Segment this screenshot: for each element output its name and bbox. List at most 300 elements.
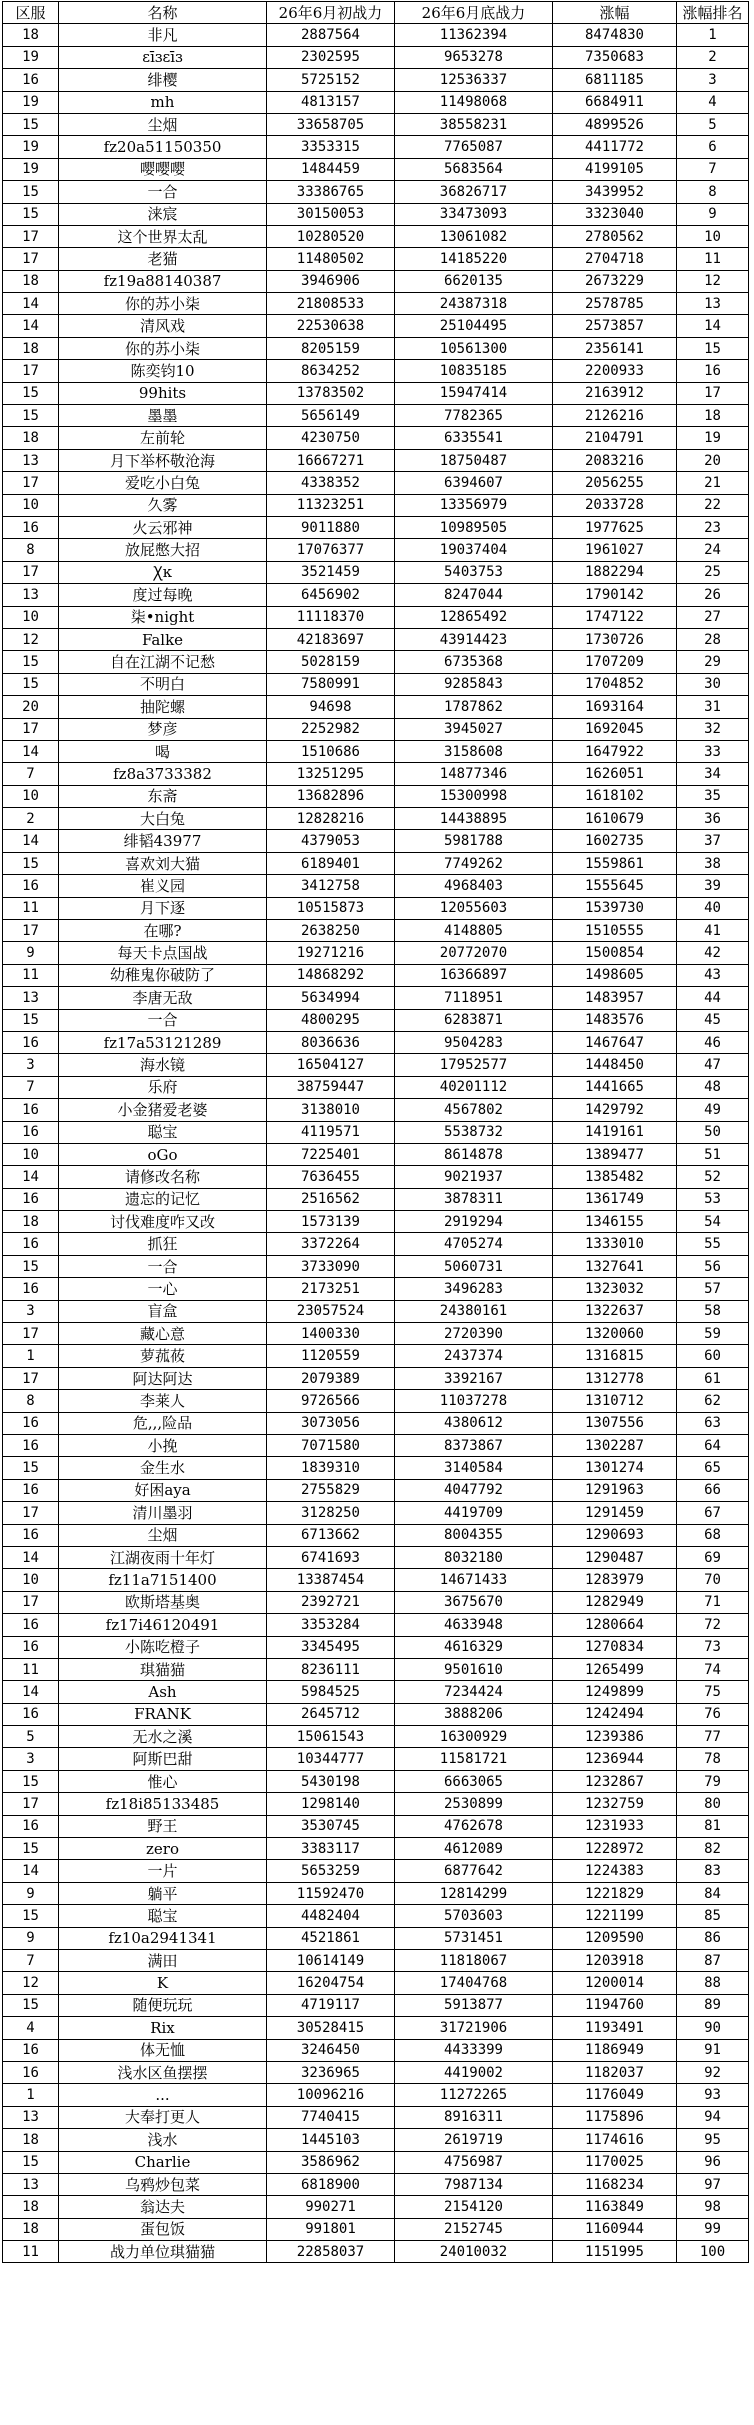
cell-gain-rank: 17: [677, 382, 749, 404]
cell-server: 2: [3, 808, 59, 830]
cell-gain-rank: 65: [677, 1457, 749, 1479]
cell-gain: 1323032: [553, 1278, 677, 1300]
cell-name: 一合: [59, 1009, 267, 1031]
cell-gain: 1618102: [553, 785, 677, 807]
cell-gain-rank: 21: [677, 472, 749, 494]
cell-start-power: 9011880: [267, 516, 395, 538]
cell-start-power: 23057524: [267, 1300, 395, 1322]
cell-gain-rank: 36: [677, 808, 749, 830]
cell-gain: 1559861: [553, 852, 677, 874]
cell-gain-rank: 94: [677, 2106, 749, 2128]
cell-gain: 4199105: [553, 158, 677, 180]
cell-end-power: 2152745: [395, 2218, 553, 2240]
table-row: [3, 270, 749, 292]
cell-start-power: 3353284: [267, 1614, 395, 1636]
table-row: [3, 1076, 749, 1098]
table-row: [3, 1323, 749, 1345]
cell-gain: 4411772: [553, 136, 677, 158]
cell-start-power: 3353315: [267, 136, 395, 158]
cell-end-power: 9021937: [395, 1166, 553, 1188]
cell-end-power: 5703603: [395, 1905, 553, 1927]
cell-end-power: 5060731: [395, 1255, 553, 1277]
cell-end-power: 13356979: [395, 494, 553, 516]
cell-gain-rank: 96: [677, 2151, 749, 2173]
cell-gain-rank: 29: [677, 651, 749, 673]
cell-server: 12: [3, 1972, 59, 1994]
cell-server: 15: [3, 203, 59, 225]
cell-end-power: 4433399: [395, 2039, 553, 2061]
table-row: [3, 315, 749, 337]
cell-gain: 1704852: [553, 673, 677, 695]
cell-end-power: 4419709: [395, 1502, 553, 1524]
cell-gain-rank: 45: [677, 1009, 749, 1031]
cell-server: 17: [3, 1793, 59, 1815]
cell-name: 李唐无敌: [59, 987, 267, 1009]
cell-gain: 1707209: [553, 651, 677, 673]
table-row: [3, 763, 749, 785]
cell-server: 17: [3, 248, 59, 270]
cell-gain: 2578785: [553, 293, 677, 315]
cell-server: 16: [3, 2061, 59, 2083]
cell-start-power: 12828216: [267, 808, 395, 830]
cell-name: 好困aya: [59, 1479, 267, 1501]
cell-start-power: 10096216: [267, 2084, 395, 2106]
cell-end-power: 7987134: [395, 2173, 553, 2195]
cell-gain: 1291459: [553, 1502, 677, 1524]
table-row: [3, 651, 749, 673]
cell-end-power: 5981788: [395, 830, 553, 852]
cell-end-power: 5913877: [395, 1994, 553, 2016]
cell-gain: 1168234: [553, 2173, 677, 2195]
cell-name: ɛīɜɛīɜ: [59, 46, 267, 68]
cell-gain: 7350683: [553, 46, 677, 68]
cell-end-power: 3888206: [395, 1703, 553, 1725]
cell-gain-rank: 81: [677, 1815, 749, 1837]
cell-gain-rank: 89: [677, 1994, 749, 2016]
cell-gain: 1419161: [553, 1121, 677, 1143]
cell-end-power: 36826717: [395, 181, 553, 203]
cell-start-power: 3345495: [267, 1636, 395, 1658]
table-row: [3, 1569, 749, 1591]
cell-gain: 1170025: [553, 2151, 677, 2173]
cell-server: 3: [3, 1748, 59, 1770]
cell-server: 10: [3, 785, 59, 807]
cell-gain: 1221829: [553, 1882, 677, 1904]
table-row: [3, 1233, 749, 1255]
cell-gain-rank: 97: [677, 2173, 749, 2195]
cell-gain: 1163849: [553, 2196, 677, 2218]
cell-name: 战力单位琪猫猫: [59, 2241, 267, 2263]
cell-server: 10: [3, 606, 59, 628]
cell-gain: 1209590: [553, 1927, 677, 1949]
cell-name: oGo: [59, 1143, 267, 1165]
cell-gain-rank: 77: [677, 1726, 749, 1748]
cell-end-power: 6663065: [395, 1770, 553, 1792]
cell-gain: 1186949: [553, 2039, 677, 2061]
cell-gain-rank: 42: [677, 942, 749, 964]
cell-name: 抓狂: [59, 1233, 267, 1255]
cell-gain-rank: 33: [677, 740, 749, 762]
cell-start-power: 6189401: [267, 852, 395, 874]
cell-end-power: 7749262: [395, 852, 553, 874]
cell-name: 小挽: [59, 1435, 267, 1457]
cell-gain-rank: 5: [677, 113, 749, 135]
table-row: [3, 2218, 749, 2240]
cell-name: 绯樱: [59, 69, 267, 91]
cell-server: 5: [3, 1726, 59, 1748]
cell-gain: 1265499: [553, 1658, 677, 1680]
cell-gain: 1174616: [553, 2129, 677, 2151]
cell-name: fz11a7151400: [59, 1569, 267, 1591]
cell-name: 火云邪神: [59, 516, 267, 538]
cell-server: 15: [3, 673, 59, 695]
cell-gain: 1224383: [553, 1860, 677, 1882]
cell-server: 17: [3, 1502, 59, 1524]
cell-name: 乌鸦炒包菜: [59, 2173, 267, 2195]
cell-gain-rank: 78: [677, 1748, 749, 1770]
cell-end-power: 8373867: [395, 1435, 553, 1457]
cell-gain: 1290693: [553, 1524, 677, 1546]
cell-name: 无水之溪: [59, 1726, 267, 1748]
table-row: [3, 1681, 749, 1703]
cell-server: 8: [3, 539, 59, 561]
cell-gain: 1175896: [553, 2106, 677, 2128]
cell-start-power: 3372264: [267, 1233, 395, 1255]
cell-gain-rank: 30: [677, 673, 749, 695]
cell-gain-rank: 38: [677, 852, 749, 874]
cell-start-power: 14868292: [267, 964, 395, 986]
cell-name: mh: [59, 91, 267, 113]
cell-gain: 1448450: [553, 1054, 677, 1076]
cell-gain-rank: 63: [677, 1412, 749, 1434]
table-row: [3, 1166, 749, 1188]
cell-gain: 1176049: [553, 2084, 677, 2106]
cell-end-power: 20772070: [395, 942, 553, 964]
cell-gain-rank: 90: [677, 2017, 749, 2039]
table-body: [3, 24, 749, 2263]
cell-start-power: 5653259: [267, 1860, 395, 1882]
cell-end-power: 5403753: [395, 561, 553, 583]
cell-end-power: 5731451: [395, 1927, 553, 1949]
cell-name: 满田: [59, 1949, 267, 1971]
cell-start-power: 2173251: [267, 1278, 395, 1300]
cell-gain-rank: 87: [677, 1949, 749, 1971]
cell-name: 聪宝: [59, 1121, 267, 1143]
cell-gain: 1239386: [553, 1726, 677, 1748]
cell-gain: 1316815: [553, 1345, 677, 1367]
cell-end-power: 12814299: [395, 1882, 553, 1904]
cell-gain: 1441665: [553, 1076, 677, 1098]
cell-name: 绯韬43977: [59, 830, 267, 852]
cell-start-power: 13387454: [267, 1569, 395, 1591]
cell-name: 李莱人: [59, 1390, 267, 1412]
cell-name: 陈奕钧10: [59, 360, 267, 382]
cell-gain-rank: 15: [677, 337, 749, 359]
cell-name: 涞宸: [59, 203, 267, 225]
cell-start-power: 1484459: [267, 158, 395, 180]
cell-server: 12: [3, 628, 59, 650]
cell-start-power: 2645712: [267, 1703, 395, 1725]
cell-server: 14: [3, 293, 59, 315]
table-row: [3, 91, 749, 113]
cell-server: 14: [3, 1681, 59, 1703]
table-row: [3, 382, 749, 404]
cell-gain-rank: 74: [677, 1658, 749, 1680]
cell-name: 欧斯塔基奥: [59, 1591, 267, 1613]
cell-start-power: 22530638: [267, 315, 395, 337]
cell-server: 13: [3, 2173, 59, 2195]
cell-end-power: 15947414: [395, 382, 553, 404]
cell-start-power: 7071580: [267, 1435, 395, 1457]
table-row: [3, 337, 749, 359]
cell-gain-rank: 48: [677, 1076, 749, 1098]
table-row: [3, 225, 749, 247]
cell-server: 16: [3, 1121, 59, 1143]
cell-start-power: 11323251: [267, 494, 395, 516]
cell-server: 9: [3, 942, 59, 964]
cell-start-power: 4119571: [267, 1121, 395, 1143]
table-row: [3, 696, 749, 718]
cell-server: 20: [3, 696, 59, 718]
cell-end-power: 10835185: [395, 360, 553, 382]
cell-name: Ash: [59, 1681, 267, 1703]
cell-server: 14: [3, 1166, 59, 1188]
table-row: [3, 539, 749, 561]
cell-end-power: 2437374: [395, 1345, 553, 1367]
cell-gain-rank: 25: [677, 561, 749, 583]
cell-end-power: 24010032: [395, 2241, 553, 2263]
cell-gain-rank: 54: [677, 1211, 749, 1233]
cell-end-power: 4762678: [395, 1815, 553, 1837]
cell-server: 15: [3, 651, 59, 673]
cell-gain-rank: 51: [677, 1143, 749, 1165]
cell-gain-rank: 83: [677, 1860, 749, 1882]
cell-gain: 1333010: [553, 1233, 677, 1255]
cell-start-power: 16667271: [267, 449, 395, 471]
cell-name: fz19a88140387: [59, 270, 267, 292]
cell-name: 清风戏: [59, 315, 267, 337]
cell-name: 野王: [59, 1815, 267, 1837]
cell-end-power: 2919294: [395, 1211, 553, 1233]
table-row: [3, 964, 749, 986]
cell-name: 浅水区鱼摆摆: [59, 2061, 267, 2083]
table-row: [3, 2106, 749, 2128]
cell-gain: 1203918: [553, 1949, 677, 1971]
cell-gain: 1182037: [553, 2061, 677, 2083]
cell-start-power: 22858037: [267, 2241, 395, 2263]
cell-name: fz10a2941341: [59, 1927, 267, 1949]
cell-server: 7: [3, 1949, 59, 1971]
cell-name: 尘烟: [59, 1524, 267, 1546]
table-row: [3, 1726, 749, 1748]
cell-server: 16: [3, 1278, 59, 1300]
cell-name: 蛋包饭: [59, 2218, 267, 2240]
cell-start-power: 4338352: [267, 472, 395, 494]
cell-start-power: 3946906: [267, 270, 395, 292]
cell-start-power: 10515873: [267, 897, 395, 919]
cell-gain: 1882294: [553, 561, 677, 583]
table-row: [3, 1502, 749, 1524]
cell-end-power: 3878311: [395, 1188, 553, 1210]
cell-gain: 1160944: [553, 2218, 677, 2240]
header-row: [3, 2, 749, 24]
cell-gain-rank: 98: [677, 2196, 749, 2218]
table-row: [3, 113, 749, 135]
cell-gain: 1228972: [553, 1838, 677, 1860]
cell-end-power: 4705274: [395, 1233, 553, 1255]
cell-end-power: 3675670: [395, 1591, 553, 1613]
cell-server: 17: [3, 472, 59, 494]
cell-server: 15: [3, 1255, 59, 1277]
table-row: [3, 293, 749, 315]
cell-end-power: 31721906: [395, 2017, 553, 2039]
cell-start-power: 3586962: [267, 2151, 395, 2173]
cell-gain: 1320060: [553, 1323, 677, 1345]
cell-gain-rank: 50: [677, 1121, 749, 1143]
cell-gain-rank: 86: [677, 1927, 749, 1949]
cell-gain-rank: 82: [677, 1838, 749, 1860]
cell-end-power: 8614878: [395, 1143, 553, 1165]
cell-start-power: 1400330: [267, 1323, 395, 1345]
cell-name: 每天卡点国战: [59, 942, 267, 964]
header-name: 名称: [59, 2, 267, 24]
table-row: [3, 1188, 749, 1210]
cell-end-power: 3496283: [395, 1278, 553, 1300]
cell-gain: 3323040: [553, 203, 677, 225]
cell-gain: 1194760: [553, 1994, 677, 2016]
cell-name: 月下举杯敬沧海: [59, 449, 267, 471]
cell-start-power: 10614149: [267, 1949, 395, 1971]
cell-gain-rank: 92: [677, 2061, 749, 2083]
cell-gain-rank: 56: [677, 1255, 749, 1277]
cell-start-power: 5028159: [267, 651, 395, 673]
cell-end-power: 7765087: [395, 136, 553, 158]
cell-server: 15: [3, 382, 59, 404]
cell-server: 16: [3, 1815, 59, 1837]
cell-end-power: 8247044: [395, 584, 553, 606]
cell-end-power: 17404768: [395, 1972, 553, 1994]
cell-end-power: 9285843: [395, 673, 553, 695]
cell-server: 14: [3, 1546, 59, 1568]
table-row: [3, 2017, 749, 2039]
cell-end-power: 11498068: [395, 91, 553, 113]
cell-gain: 2780562: [553, 225, 677, 247]
cell-gain-rank: 58: [677, 1300, 749, 1322]
cell-end-power: 17952577: [395, 1054, 553, 1076]
table-row: [3, 1770, 749, 1792]
cell-server: 17: [3, 1323, 59, 1345]
cell-server: 13: [3, 2106, 59, 2128]
cell-start-power: 3128250: [267, 1502, 395, 1524]
cell-gain-rank: 99: [677, 2218, 749, 2240]
cell-gain: 2673229: [553, 270, 677, 292]
cell-gain: 1555645: [553, 875, 677, 897]
cell-end-power: 14185220: [395, 248, 553, 270]
cell-start-power: 3521459: [267, 561, 395, 583]
cell-server: 18: [3, 2196, 59, 2218]
table-row: [3, 2173, 749, 2195]
table-row: [3, 584, 749, 606]
cell-start-power: 2755829: [267, 1479, 395, 1501]
cell-name: 喜欢刘大猫: [59, 852, 267, 874]
cell-server: 15: [3, 2151, 59, 2173]
cell-gain: 1232867: [553, 1770, 677, 1792]
cell-server: 10: [3, 1569, 59, 1591]
cell-name: 聪宝: [59, 1905, 267, 1927]
cell-end-power: 4047792: [395, 1479, 553, 1501]
cell-gain: 1602735: [553, 830, 677, 852]
cell-name: 你的苏小柒: [59, 293, 267, 315]
cell-gain-rank: 43: [677, 964, 749, 986]
cell-end-power: 13061082: [395, 225, 553, 247]
cell-gain-rank: 9: [677, 203, 749, 225]
cell-gain-rank: 22: [677, 494, 749, 516]
cell-server: 15: [3, 1457, 59, 1479]
cell-end-power: 3140584: [395, 1457, 553, 1479]
cell-gain: 1291963: [553, 1479, 677, 1501]
cell-gain-rank: 28: [677, 628, 749, 650]
cell-end-power: 3158608: [395, 740, 553, 762]
cell-server: 19: [3, 136, 59, 158]
cell-name: 浅水: [59, 2129, 267, 2151]
cell-start-power: 4813157: [267, 91, 395, 113]
cell-gain-rank: 11: [677, 248, 749, 270]
cell-name: 遗忘的记忆: [59, 1188, 267, 1210]
cell-gain-rank: 2: [677, 46, 749, 68]
cell-gain: 1301274: [553, 1457, 677, 1479]
table-row: [3, 1099, 749, 1121]
table-row: [3, 673, 749, 695]
cell-start-power: 2516562: [267, 1188, 395, 1210]
table-row: [3, 1255, 749, 1277]
table-row: [3, 1994, 749, 2016]
cell-server: 17: [3, 225, 59, 247]
cell-name: 爱吃小白兔: [59, 472, 267, 494]
cell-start-power: 30150053: [267, 203, 395, 225]
cell-gain: 1483576: [553, 1009, 677, 1031]
cell-server: 18: [3, 24, 59, 46]
cell-start-power: 2302595: [267, 46, 395, 68]
cell-end-power: 12536337: [395, 69, 553, 91]
cell-server: 9: [3, 1882, 59, 1904]
cell-name: Ꭓĸ: [59, 561, 267, 583]
cell-gain-rank: 24: [677, 539, 749, 561]
cell-server: 15: [3, 1994, 59, 2016]
cell-server: 10: [3, 1143, 59, 1165]
cell-gain: 1270834: [553, 1636, 677, 1658]
cell-end-power: 2619719: [395, 2129, 553, 2151]
cell-end-power: 6394607: [395, 472, 553, 494]
cell-end-power: 8916311: [395, 2106, 553, 2128]
cell-start-power: 16204754: [267, 1972, 395, 1994]
cell-name: 月下逐: [59, 897, 267, 919]
cell-end-power: 4968403: [395, 875, 553, 897]
cell-start-power: 5634994: [267, 987, 395, 1009]
cell-server: 17: [3, 1367, 59, 1389]
cell-end-power: 24380161: [395, 1300, 553, 1322]
cell-server: 3: [3, 1054, 59, 1076]
cell-server: 15: [3, 1905, 59, 1927]
cell-server: 16: [3, 1099, 59, 1121]
cell-start-power: 3073056: [267, 1412, 395, 1434]
cell-name: 自在江湖不记愁: [59, 651, 267, 673]
cell-end-power: 4380612: [395, 1412, 553, 1434]
cell-start-power: 13783502: [267, 382, 395, 404]
cell-name: zero: [59, 1838, 267, 1860]
cell-start-power: 5984525: [267, 1681, 395, 1703]
cell-name: 99hits: [59, 382, 267, 404]
cell-end-power: 6620135: [395, 270, 553, 292]
